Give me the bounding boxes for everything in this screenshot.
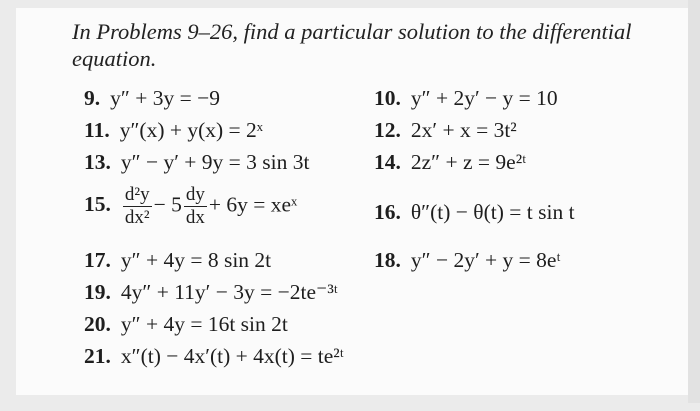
instructions-line-2: equation.: [72, 46, 157, 71]
problem-number: 19.: [84, 280, 111, 304]
problem-15: [84, 184, 297, 229]
problem-10: [374, 86, 558, 111]
problem-14: [374, 150, 526, 175]
second-derivative-fraction: [123, 184, 152, 229]
problem-number: 16.: [374, 200, 401, 224]
problem-number: 11.: [84, 118, 110, 142]
problem-equation: y″ − 2y′ + y = 8eᵗ: [410, 248, 561, 272]
page-edge: [688, 0, 700, 403]
fraction-numerator: dy: [185, 184, 205, 205]
problem-12: [374, 118, 517, 143]
fraction-numerator: d²y: [124, 184, 150, 205]
problem-9: [84, 86, 220, 111]
problem-number: 15.: [84, 192, 111, 217]
problem-equation: y″ + 2y′ − y = 10: [410, 86, 558, 110]
problem-number: 21.: [84, 344, 111, 368]
problem-20: [84, 312, 288, 337]
problem-equation: y″ + 3y = −9: [110, 86, 220, 110]
problem-equation: y″ − y′ + 9y = 3 sin 3t: [120, 150, 310, 174]
problem-number: 17.: [84, 248, 111, 272]
problem-number: 14.: [374, 150, 401, 174]
problem-number: 9.: [84, 86, 101, 110]
instructions-line-1: In Problems 9–26, find a particular solution to the differential: [72, 19, 632, 44]
problem-number: 20.: [84, 312, 111, 336]
problem-equation: y″ + 4y = 8 sin 2t: [120, 248, 272, 272]
fraction-denominator: dx²: [124, 207, 150, 228]
problem-equation: 2x′ + x = 3t²: [410, 118, 517, 142]
problem-number: 10.: [374, 86, 401, 110]
problem-number: 13.: [84, 150, 111, 174]
problem-13: [84, 150, 309, 175]
problem-equation: θ″(t) − θ(t) = t sin t: [410, 200, 575, 224]
problem-19: [84, 280, 338, 305]
problem-equation: x″(t) − 4x′(t) + 4x(t) = te²ᵗ: [120, 344, 344, 368]
remaining-terms: + 6y = xeˣ: [208, 192, 298, 217]
problem-equation: y″(x) + y(x) = 2ˣ: [119, 118, 264, 142]
problem-number: 12.: [374, 118, 401, 142]
problem-18: [374, 248, 561, 273]
problem-16: [374, 200, 575, 225]
problem-17: [84, 248, 271, 273]
middle-term: − 5: [153, 192, 182, 217]
problem-number: 18.: [374, 248, 401, 272]
fraction-denominator: dx: [185, 207, 205, 228]
problem-equation: 4y″ + 11y′ − 3y = −2te⁻³ᵗ: [120, 280, 338, 304]
problem-equation: y″ + 4y = 16t sin 2t: [120, 312, 288, 336]
textbook-page: [16, 8, 688, 395]
first-derivative-fraction: [184, 184, 207, 229]
problem-11: [84, 118, 263, 143]
problem-21: [84, 344, 344, 369]
problem-equation: 2z″ + z = 9e²ᵗ: [410, 150, 527, 174]
problem-instructions: [72, 18, 632, 72]
